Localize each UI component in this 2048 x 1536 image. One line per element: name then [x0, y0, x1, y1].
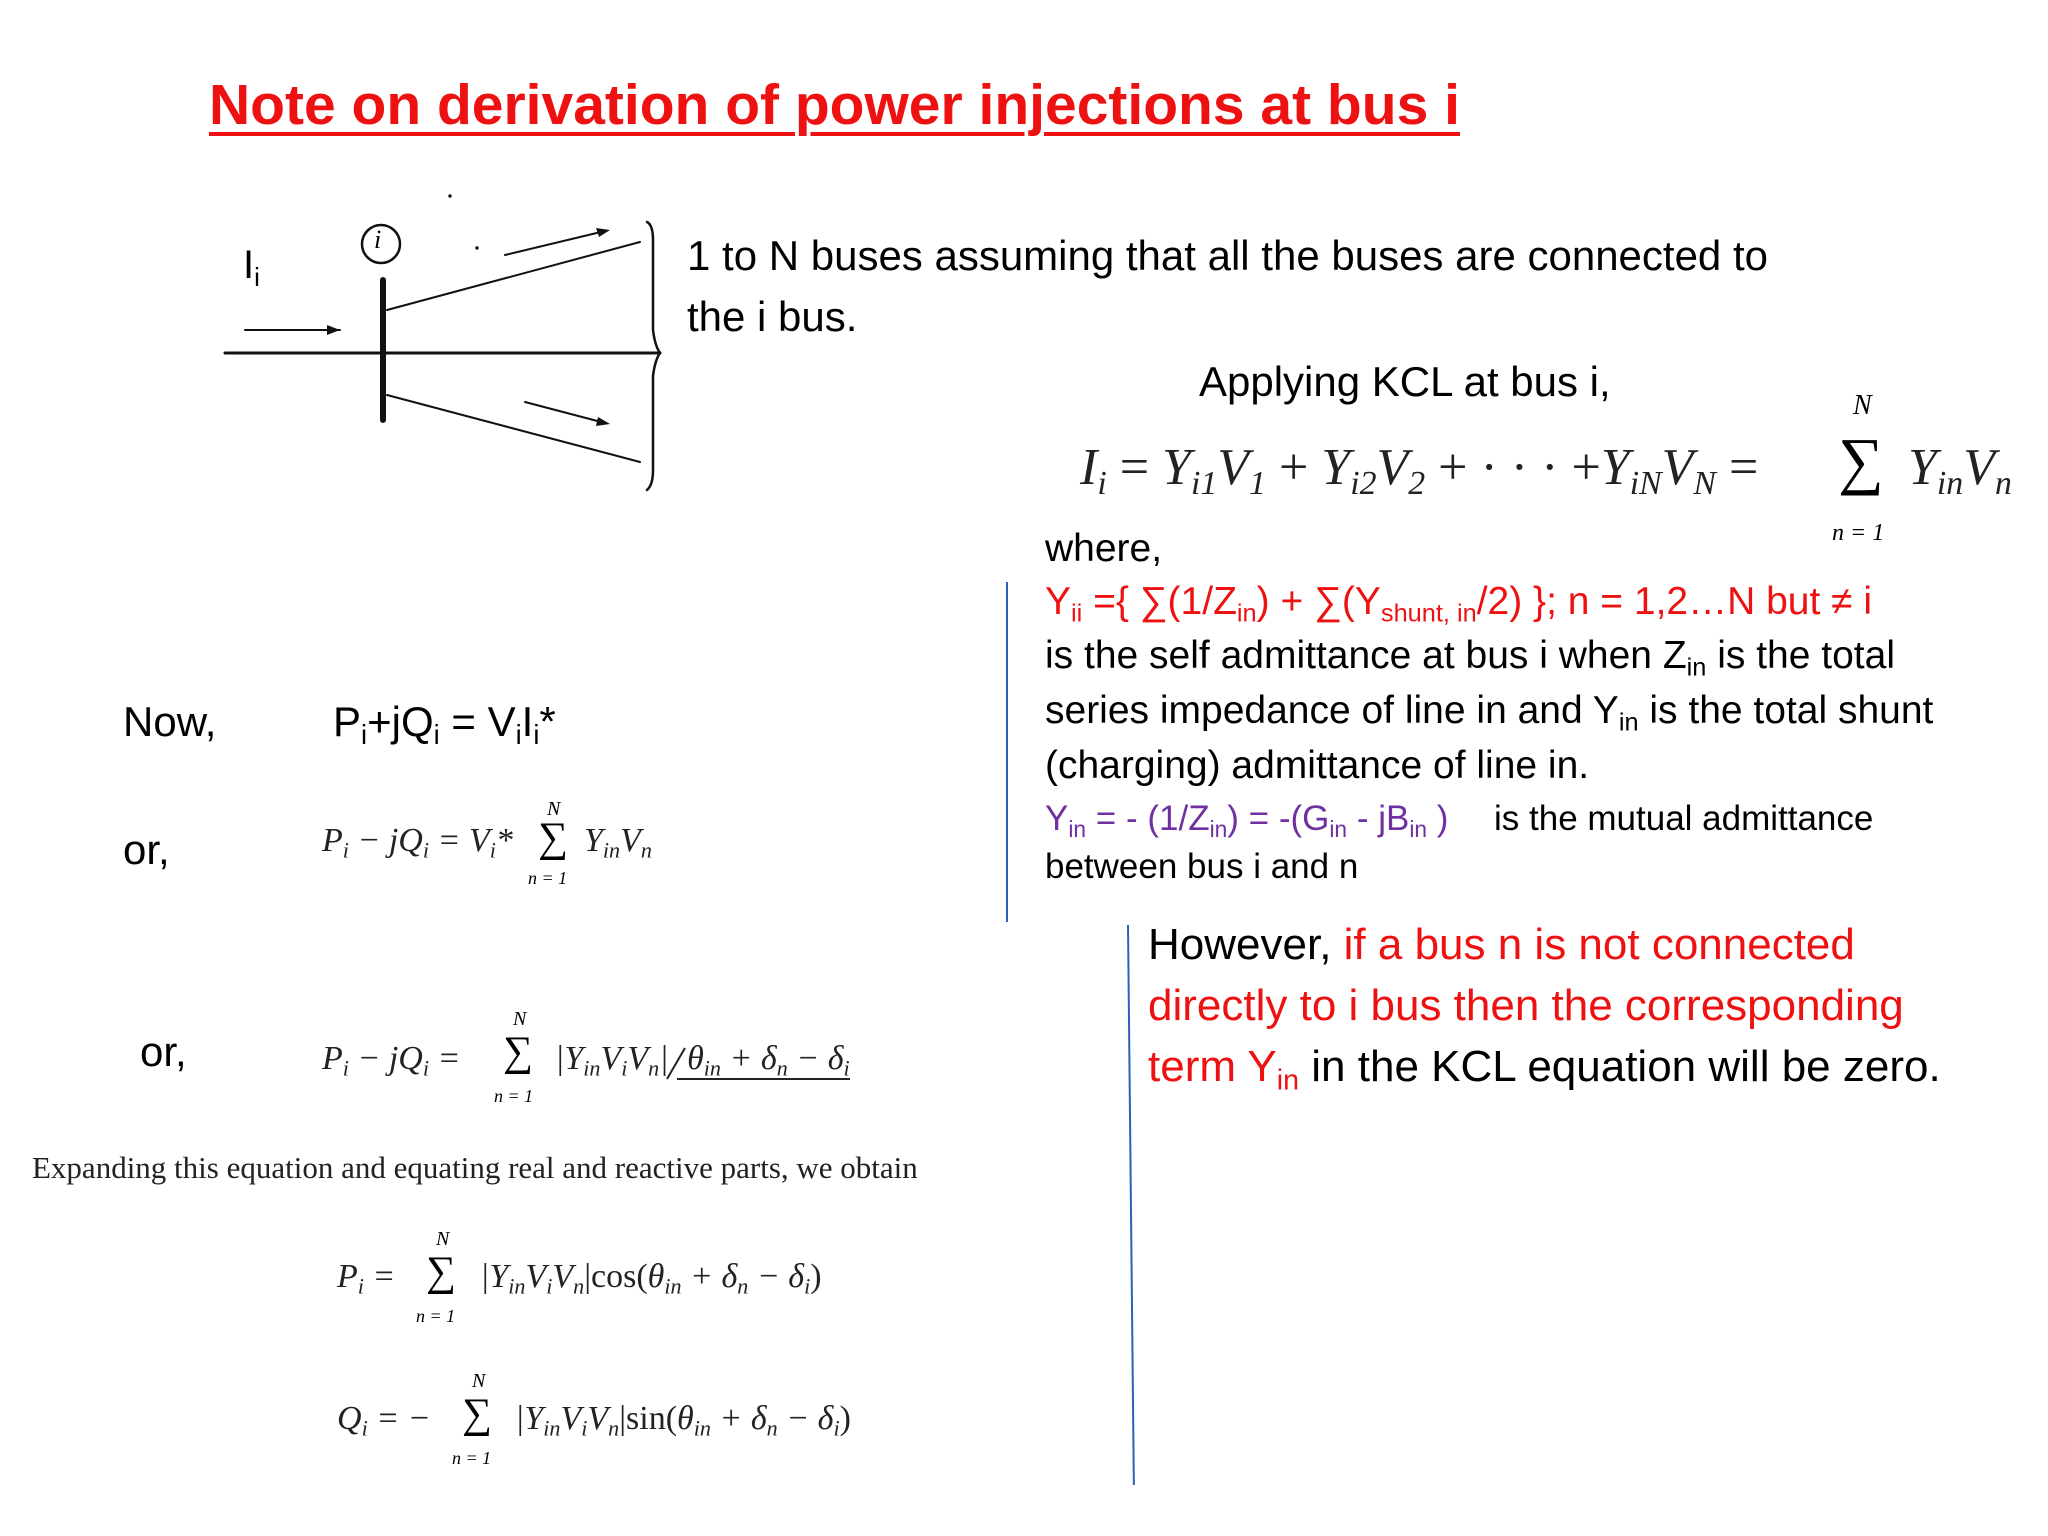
- mutual-admittance-text: is the mutual admittance: [1494, 799, 1874, 838]
- or1-sum-term: $Y_{in}V_n$: [584, 822, 652, 863]
- real-power-equation: $P_i$ =: [337, 1258, 396, 1299]
- or2-sum-symbol: ∑: [503, 1029, 533, 1075]
- however-line-3: term $Y_{in}$ in the KCL equation will be zero.: [1148, 1042, 1941, 1097]
- q-sum-bottom: n = 1: [452, 1448, 492, 1468]
- charging-desc: (charging) admittance of line in.: [1045, 744, 1590, 787]
- p-sum-term: $|Y_{in}V_iV_n|\cos(\theta_{in} + \delta_n - \delta_i)$: [480, 1258, 822, 1299]
- kcl-heading: Applying KCL at bus i,: [1199, 358, 1611, 405]
- intro-line-2: the i bus.: [687, 293, 858, 340]
- p-sum-top: N: [436, 1228, 450, 1250]
- power-equation-polar: $P_i - jQ_i$ =: [322, 1040, 461, 1081]
- self-admittance-desc: is the self admittance at bus i when $Z_{in}$ is the total: [1045, 634, 1895, 682]
- reactive-power-equation: $Q_i$ = −: [337, 1400, 431, 1441]
- or1-sum-symbol: ∑: [538, 815, 568, 861]
- or1-sum-top: N: [547, 798, 561, 820]
- series-impedance-desc: series impedance of line in and $Y_{in}$ is the total shunt: [1045, 689, 1934, 737]
- p-sum-bottom: n = 1: [416, 1306, 456, 1326]
- page-title: Note on derivation of power injections at bus i: [209, 73, 1460, 137]
- where-label: where,: [1045, 527, 1163, 570]
- q-sum-top: N: [472, 1370, 486, 1392]
- or2-sum-top: N: [513, 1008, 527, 1030]
- mutual-admittance-formula: $Y_{in}$ = - $(1/Z_{in}) = -(G_{in} - jB_{in}$ ): [1045, 799, 1449, 842]
- divider-line-upper: [1006, 582, 1008, 922]
- or-label-2: or,: [140, 1028, 187, 1075]
- however-line-2: directly to i bus then the corresponding: [1148, 981, 1904, 1030]
- current-label: $I_i$: [243, 243, 260, 292]
- q-sum-term: $|Y_{in}V_iV_n|\sin(\theta_{in} + \delta_n - \delta_i)$: [515, 1400, 851, 1441]
- power-equation-conj: $P_i - jQ_i = V_i*$: [322, 822, 513, 863]
- kcl-sum-symbol: ∑: [1838, 425, 1884, 496]
- or1-sum-bottom: n = 1: [528, 868, 568, 888]
- however-line-1: However, if a bus n is not connected: [1148, 920, 1855, 969]
- expanding-sentence: Expanding this equation and equating real and reactive parts, we obtain: [32, 1150, 918, 1185]
- kcl-sum-top: N: [1853, 390, 1872, 421]
- between-text: between bus i and n: [1045, 847, 1359, 886]
- divider-line-lower: [1127, 925, 1135, 1485]
- kcl-sum-bottom: n = 1: [1832, 520, 1885, 546]
- complex-power-equation: $P_i+jQ_i = V_iI_i*$: [333, 698, 556, 751]
- q-sum-symbol: ∑: [462, 1391, 492, 1437]
- now-label: Now,: [123, 698, 217, 745]
- or2-sum-term: $|Y_{in}V_iV_n|$ $\theta_{in} + \delta_n - \delta_i$: [555, 1040, 850, 1081]
- bus-diagram: [215, 180, 675, 510]
- kcl-sum-term: $Y_{in}V_n$: [1908, 439, 2012, 503]
- or2-sum-bottom: n = 1: [494, 1086, 534, 1106]
- p-sum-symbol: ∑: [426, 1249, 456, 1295]
- bus-label: i: [374, 225, 382, 254]
- intro-line-1: 1 to N buses assuming that all the buses are connected to: [687, 232, 1768, 279]
- self-admittance-formula: $Y_{ii}$ ={ $\sum(1/Z_{in}) + \sum(Y_{shunt, in}/2)$ }; n = 1,2…N but ≠ i: [1045, 580, 1873, 628]
- kcl-equation: $I_i = Y_{i1}V_1 + Y_{i2}V_2$ + · · · $+Y_{iN}V_N$ =: [1080, 439, 1759, 503]
- or-label-1: or,: [123, 826, 170, 873]
